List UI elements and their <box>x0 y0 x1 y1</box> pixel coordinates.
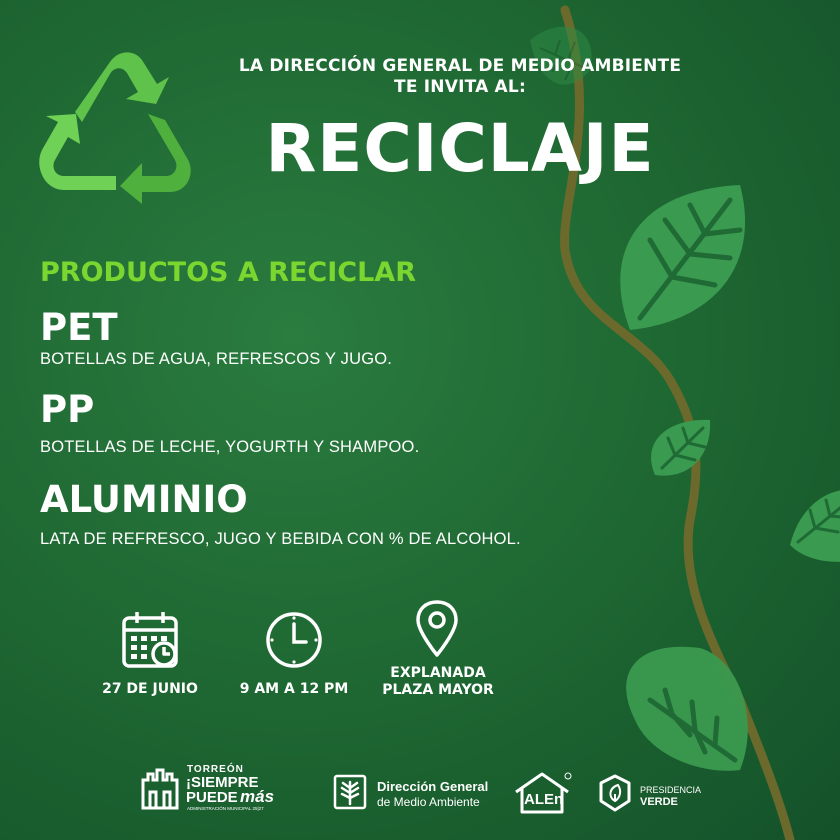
product-name-aluminio: ALUMINIO <box>40 478 248 521</box>
castle-icon <box>140 768 180 810</box>
medio-ambiente-logo <box>333 772 493 814</box>
shield-leaf-icon <box>598 774 632 812</box>
medio-ambiente-line-1: Dirección General <box>377 779 489 794</box>
clock-icon <box>264 610 324 670</box>
torreon-line-4: ADMINISTRACIÓN MUNICIPAL 25|27 <box>187 806 264 811</box>
section-title: PRODUCTOS A RECICLAR <box>40 257 416 288</box>
torreon-logo <box>140 764 310 814</box>
event-date: 27 DE JUNIO <box>102 681 198 697</box>
event-location <box>372 665 504 699</box>
torreon-line-3: PUEDE <box>186 789 238 806</box>
alen-logo <box>510 770 574 816</box>
torreon-line-3b: más <box>240 787 275 806</box>
torreon-line-2: ¡SIEMPRE <box>186 774 259 791</box>
event-time: 9 AM A 12 PM <box>239 681 349 697</box>
product-name-pp: PP <box>40 388 95 431</box>
product-name-pet: PET <box>40 306 118 349</box>
page-title: RECICLAJE <box>265 110 655 187</box>
recycle-icon <box>30 52 192 204</box>
medio-ambiente-line-2: de Medio Ambiente <box>377 795 480 809</box>
product-desc-pet: BOTELLAS DE AGUA, REFRESCOS Y JUGO. <box>40 350 393 368</box>
calendar-icon <box>120 609 182 671</box>
event-location-line-2: PLAZA MAYOR <box>382 682 494 698</box>
product-desc-aluminio: LATA DE REFRESCO, JUGO Y BEBIDA CON % DE ALCOHOL. <box>40 530 521 548</box>
header-line-1: LA DIRECCIÓN GENERAL DE MEDIO AMBIENTE <box>238 56 682 76</box>
presidencia-verde-logo <box>598 774 708 814</box>
product-desc-pp: BOTELLAS DE LECHE, YOGURTH Y SHAMPOO. <box>40 438 420 456</box>
header-line-2: TE INVITA AL: <box>394 77 526 97</box>
presidencia-line-1: PRESIDENCIA <box>640 785 702 795</box>
leaf-book-icon <box>333 774 367 810</box>
presidencia-line-2: VERDE <box>640 796 678 808</box>
event-location-line-1: EXPLANADA <box>390 665 486 681</box>
alen-label: ALEn <box>524 791 564 808</box>
torreon-line-1: TORREÓN <box>187 764 244 775</box>
map-pin-icon <box>414 599 460 659</box>
